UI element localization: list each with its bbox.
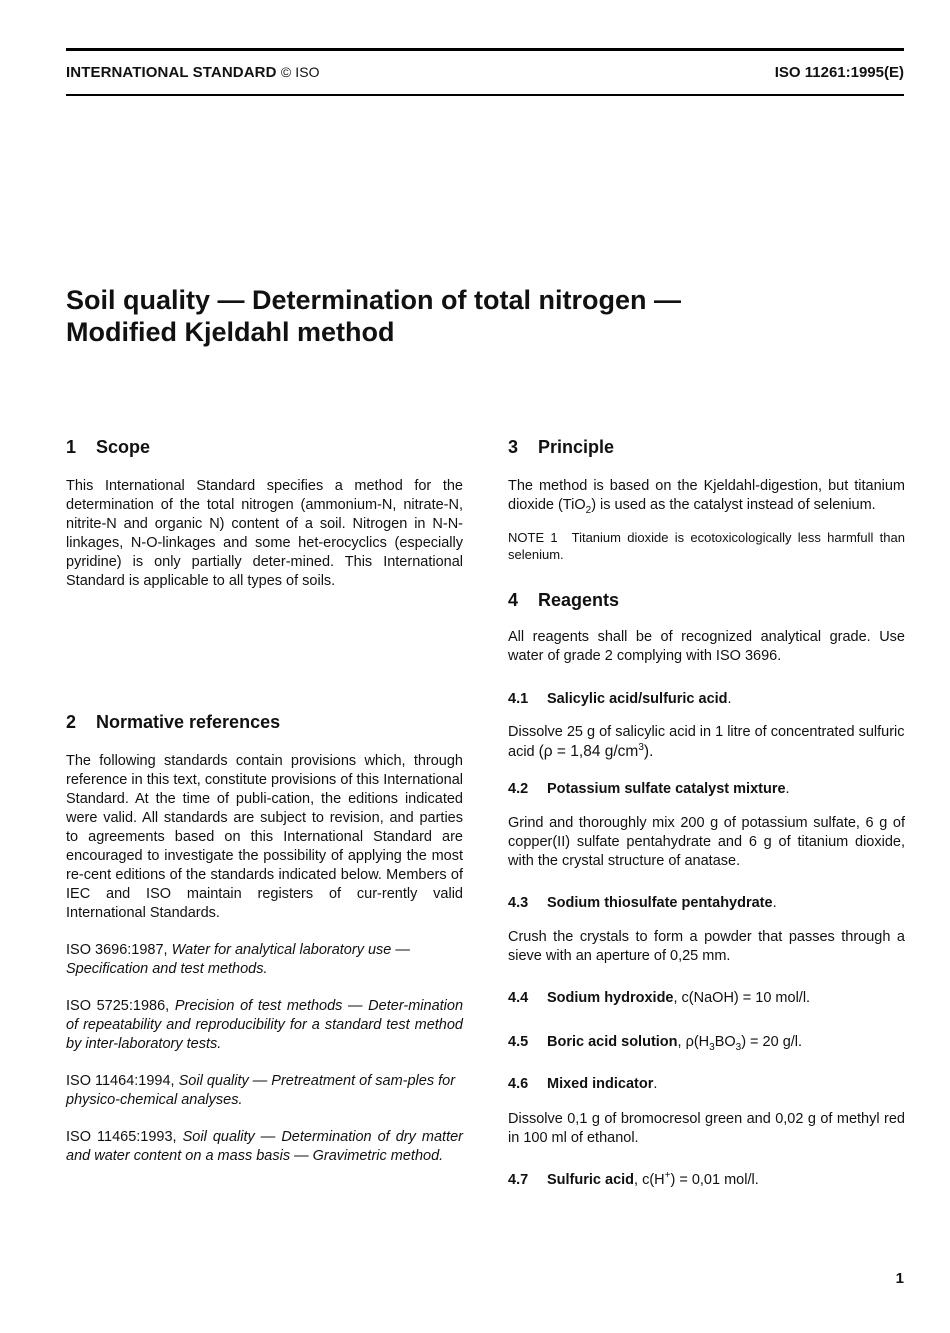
document-title-line-2: Modified Kjeldahl method xyxy=(66,317,395,347)
section-number: 2 xyxy=(66,712,77,732)
left-column xyxy=(66,430,463,1166)
section-reagents-heading xyxy=(508,589,905,611)
header-copyright: © ISO xyxy=(280,64,320,80)
reagent-heading: 4.5 Boric acid solution, $\rho(H_3BO_3) = 20$ g/l. xyxy=(508,1034,803,1053)
principle-body: The method is based on the Kjeldahl-digestion, but titanium dioxide (TiO$_2$) is used as the catalyst instead of selenium. xyxy=(508,478,905,516)
reference-title: Soil quality — Pretreatment of sam-ples for physico-chemical analyses. xyxy=(66,1073,456,1108)
reference-code: ISO 11464:1994, xyxy=(66,1073,175,1089)
note-text: Titanium dioxide is ecotoxicologically less harmfull than selenium. xyxy=(508,530,905,562)
section-title: Scope xyxy=(96,437,151,457)
reagent-heading: 4.3 Sodium thiosulfate pentahydrate. xyxy=(508,895,777,911)
section-number: 4 xyxy=(508,590,519,610)
note-label: NOTE 1 xyxy=(508,530,558,545)
section-principle-heading xyxy=(508,436,905,458)
header-bottom-rule xyxy=(66,94,904,96)
reference-item xyxy=(66,1128,463,1166)
reagents-body: All reagents shall be of recognized analytical grade. Use water of grade 2 complying with ISO 3696. xyxy=(508,629,905,664)
section-scope-heading xyxy=(66,436,463,458)
reagent-heading: 4.6 Mixed indicator. xyxy=(508,1076,658,1092)
reference-item xyxy=(66,941,463,979)
header-standard-label xyxy=(66,64,320,81)
scope-body: This International Standard specifies a method for the determination of the total nitrogen (ammonium-N, nitrate-N, nitrite-N and organic N) content of a soil. Nitrogen in N-N-linkages, N-O-linkages and some het-erocyclics (especially pyridine) is only partially deter-mined. This International Standard is applicable to all types of soils. xyxy=(66,478,463,589)
reference-title: Water for analytical laboratory use — Specification and test methods. xyxy=(66,942,410,977)
reagent-heading: 4.2 Potassium sulfate catalyst mixture. xyxy=(508,781,790,797)
header-top-rule xyxy=(66,48,904,51)
section-reagents xyxy=(508,589,905,1190)
section-title: Reagents xyxy=(538,590,620,610)
section-normative-references xyxy=(66,711,463,1166)
principle-note xyxy=(508,529,905,563)
header-document-number: ISO 11261:1995(E) xyxy=(774,64,904,81)
reference-code: ISO 11465:1993, xyxy=(66,1129,177,1145)
reagent-body: Grind and thoroughly mix 200 g of potassium sulfate, 6 g of copper(II) sulfate pentahydrate and 6 g of titanium dioxide, with the crystal structure of anatase. xyxy=(508,815,905,869)
section-scope xyxy=(66,436,463,591)
section-normative-heading xyxy=(66,711,463,733)
reagent-heading: 4.7 Sulfuric acid, c(H+) = 0,01 mol/l. xyxy=(508,1170,759,1188)
section-principle xyxy=(508,436,905,563)
normative-intro: The following standards contain provisions which, through reference in this text, constitute provisions of this International Standard. At the time of publi-cation, the editions indicated were valid. All standards are subject to revision, and parties to agreements based on this International Standard are encouraged to investigate the possibility of applying the most re-cent editions of the standards indicated below. Members of IEC and ISO maintain registers of cur-rently valid International Standards. xyxy=(66,753,463,921)
right-column xyxy=(508,430,905,1190)
reference-code: ISO 3696:1987, xyxy=(66,942,168,958)
reagent-heading: 4.4 Sodium hydroxide, c(NaOH) = 10 mol/l. xyxy=(508,990,811,1006)
reagent-heading: 4.1 Salicylic acid/sulfuric acid. xyxy=(508,691,732,707)
page-number: 1 xyxy=(895,1270,904,1287)
reagent-body: Crush the crystals to form a powder that passes through a sieve with an aperture of 0,25 mm. xyxy=(508,929,905,964)
document-title-line-1: Soil quality — Determination of total nitrogen — xyxy=(66,285,682,315)
reagent-body: Dissolve 25 g of salicylic acid in 1 litre of concentrated sulfuric acid (ρ = 1,84 $g/cm^3$). xyxy=(508,724,905,760)
reference-code: ISO 5725:1986, xyxy=(66,998,170,1014)
reagent-body: Dissolve 0,1 g of bromocresol green and 0,02 g of methyl red in 100 ml of ethanol. xyxy=(508,1111,905,1146)
section-title: Normative references xyxy=(96,712,281,732)
reference-title: Precision of test methods — Deter-mination of repeatability and reproducibility for a standard test method by inter-laboratory tests. xyxy=(66,998,464,1052)
section-title: Principle xyxy=(538,437,615,457)
header-standard-type: INTERNATIONAL STANDARD xyxy=(66,64,277,81)
section-number: 1 xyxy=(66,437,77,457)
reference-item xyxy=(66,997,463,1054)
document-title xyxy=(66,284,896,348)
reference-title: Soil quality — Determination of dry matter and water content on a mass basis — Gravimetric method. xyxy=(66,1129,464,1164)
section-number: 3 xyxy=(508,437,519,457)
reference-item xyxy=(66,1072,463,1110)
